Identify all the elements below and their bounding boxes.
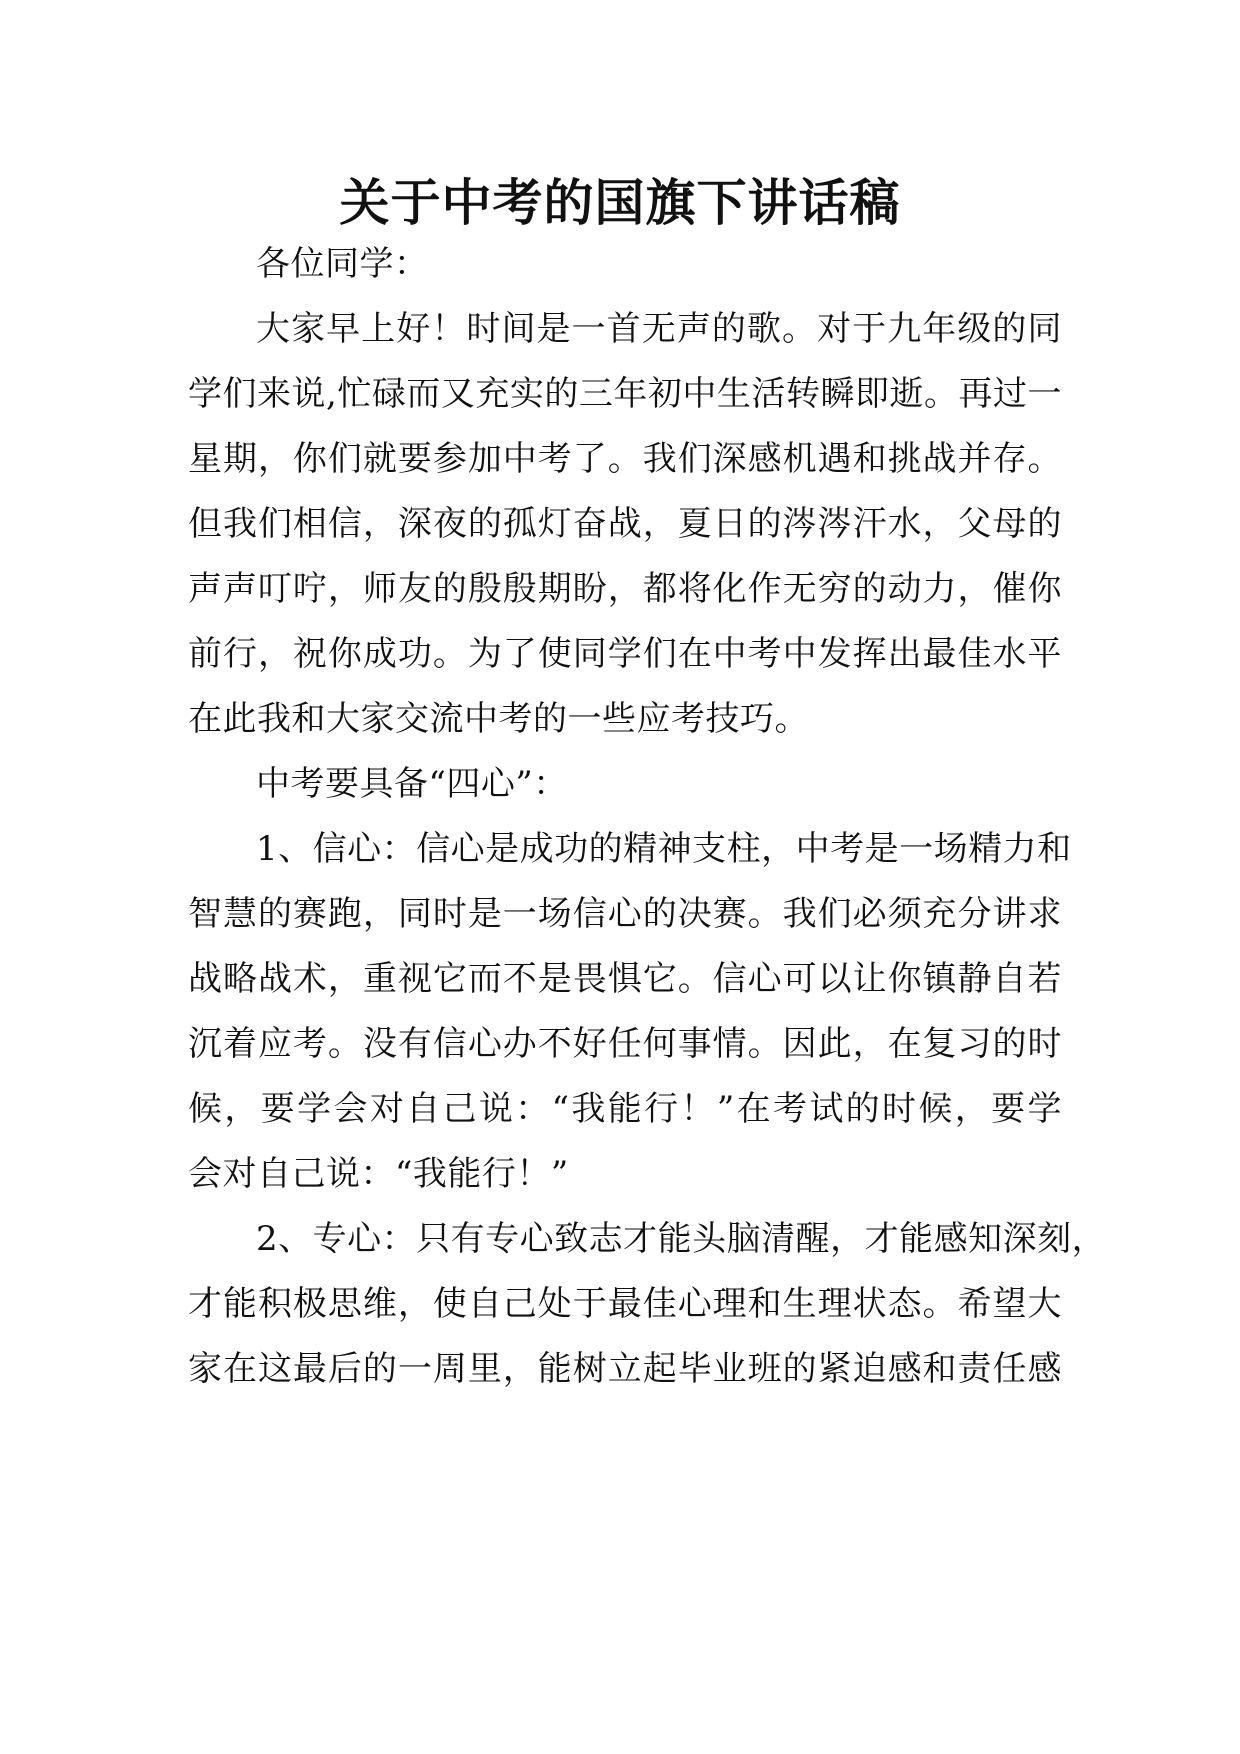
paragraph-line: 候，要学会对自己说：“我能行！”在考试的时候，要学	[188, 1089, 1062, 1129]
section-heading: 中考要具备“四心”：	[256, 764, 568, 804]
paragraph-line: 大家早上好！时间是一首无声的歌。对于九年级的同	[256, 309, 1062, 349]
paragraph-line: 前行，祝你成功。为了使同学们在中考中发挥出最佳水平	[188, 634, 1062, 674]
paragraph-line: 声声叮咛，师友的殷殷期盼，都将化作无穷的动力，催你	[188, 569, 1062, 609]
paragraph-line: 学们来说,忙碌而又充实的三年初中生活转瞬即逝。再过一	[188, 374, 1062, 414]
salutation: 各位同学：	[256, 244, 429, 284]
paragraph-line: 才能积极思维，使自己处于最佳心理和生理状态。希望大	[188, 1284, 1062, 1324]
paragraph-line: 会对自己说：“我能行！”	[188, 1154, 569, 1194]
paragraph-line: 智慧的赛跑，同时是一场信心的决赛。我们必须充分讲求	[188, 894, 1062, 934]
paragraph-line: 沉着应考。没有信心办不好任何事情。因此，在复习的时	[188, 1024, 1062, 1064]
paragraph-line: 1、信心：信心是成功的精神支柱，中考是一场精力和	[256, 829, 1072, 869]
paragraph-line: 2、专心：只有专心致志才能头脑清醒，才能感知深刻，	[256, 1219, 1107, 1259]
paragraph-line: 战略战术，重视它而不是畏惧它。信心可以让你镇静自若	[188, 959, 1062, 999]
paragraph-line: 星期，你们就要参加中考了。我们深感机遇和挑战并存。	[188, 439, 1062, 479]
paragraph-line: 但我们相信，深夜的孤灯奋战，夏日的涔涔汗水，父母的	[188, 504, 1062, 544]
paragraph-line: 在此我和大家交流中考的一些应考技巧。	[188, 699, 809, 739]
paragraph-line: 家在这最后的一周里，能树立起毕业班的紧迫感和责任感	[188, 1349, 1062, 1389]
page-title: 关于中考的国旗下讲话稿	[339, 174, 901, 232]
